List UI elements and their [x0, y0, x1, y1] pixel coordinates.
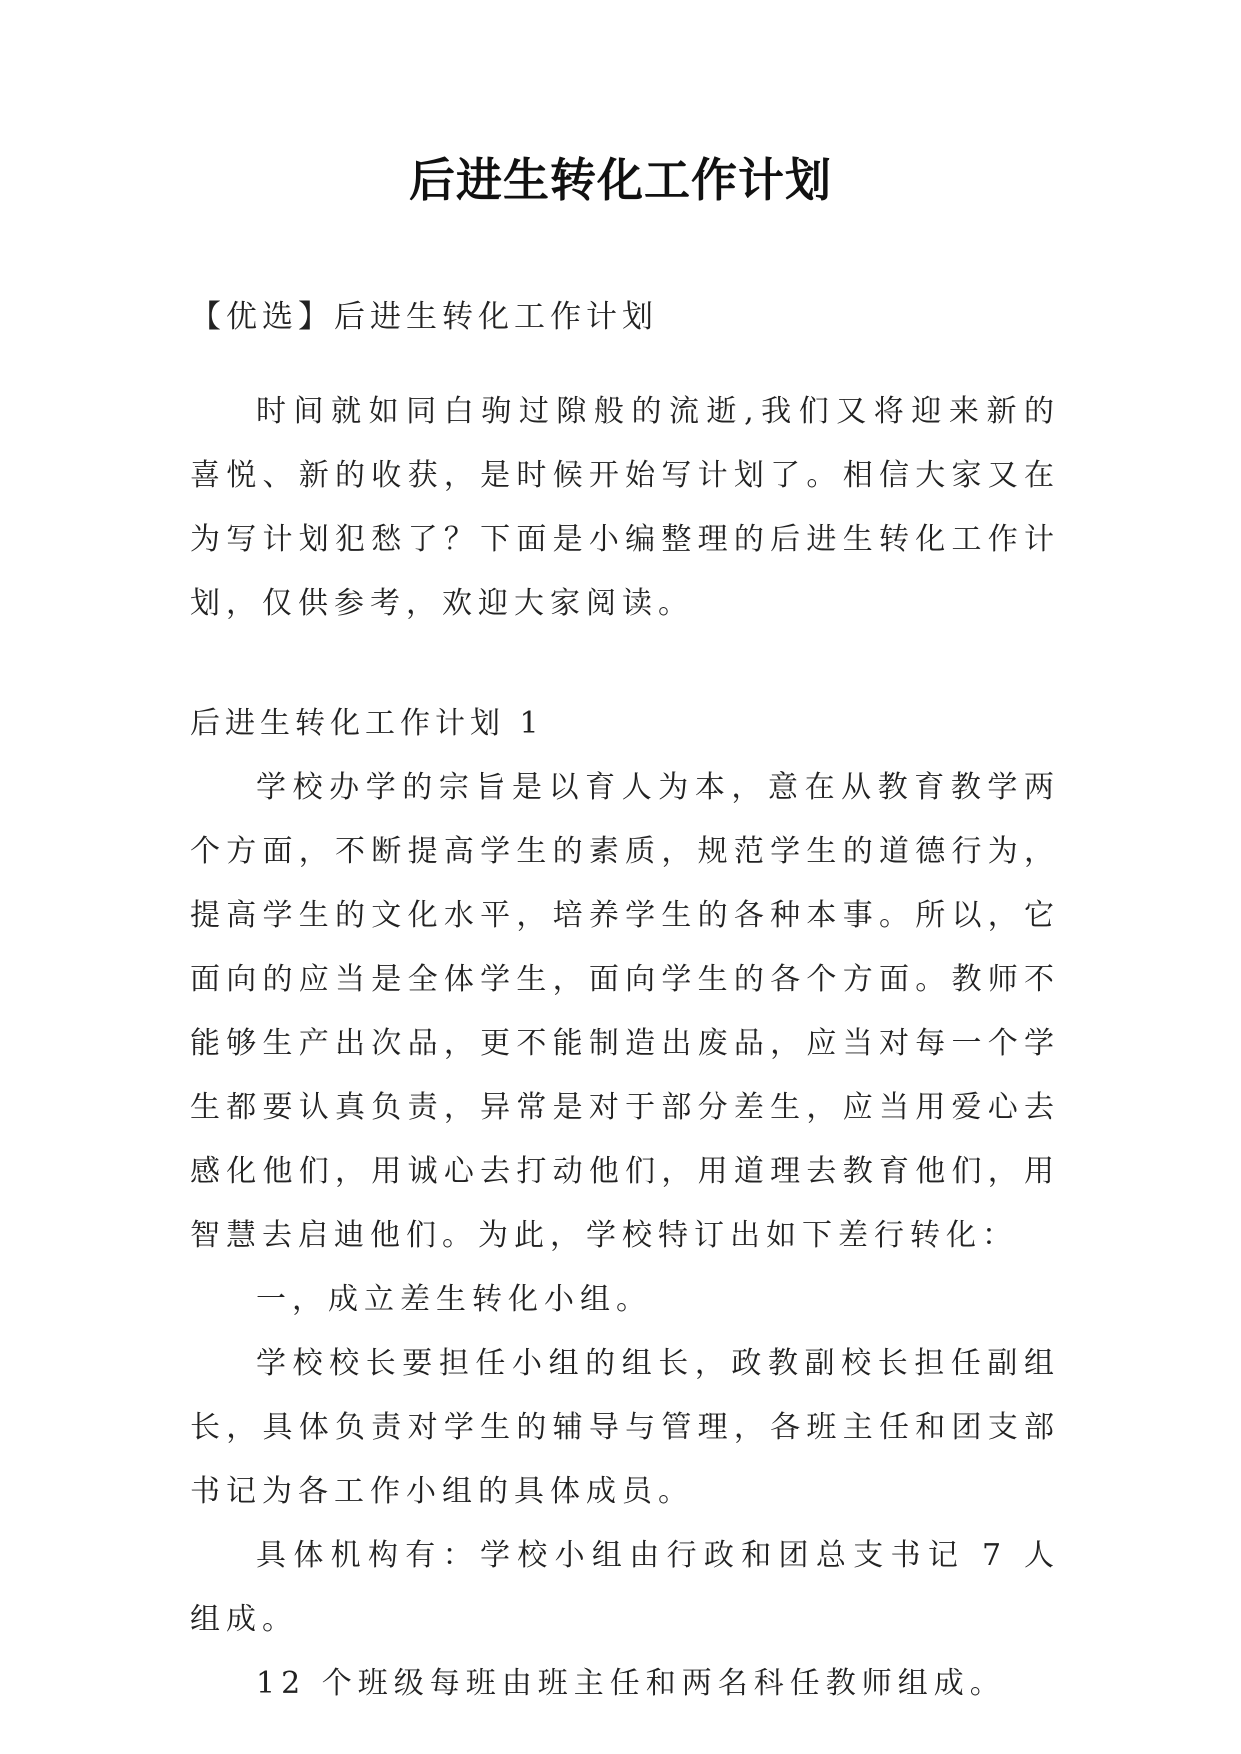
section-body — [190, 756, 1060, 1716]
document-title: 后进生转化工作计划 — [409, 153, 832, 207]
body-paragraph: 学校校长要担任小组的组长，政教副校长担任副组长，具体负责对学生的辅导与管理，各班主任和团支部书记为各工作小组的具体成员。 — [190, 1346, 1060, 1509]
body-paragraph: 12 个班级每班由班主任和两名科任教师组成。 — [256, 1666, 1006, 1701]
document-subtitle: 【优选】后进生转化工作计划 — [190, 299, 658, 335]
body-paragraph: 具体机构有：学校小组由行政和团总支书记 7 人组成。 — [190, 1538, 1060, 1637]
intro-paragraph: 时间就如同白驹过隙般的流逝,我们又将迎来新的喜悦、新的收获，是时候开始写计划了。相信大家又在为写计划犯愁了？下面是小编整理的后进生转化工作计划，仅供参考，欢迎大家阅读。 — [190, 394, 1060, 621]
body-paragraph: 一，成立差生转化小组。 — [256, 1282, 652, 1317]
intro-section — [190, 380, 1060, 636]
body-paragraph: 学校办学的宗旨是以育人为本，意在从教育教学两个方面，不断提高学生的素质，规范学生的道德行为，提高学生的文化水平，培养学生的各种本事。所以，它面向的应当是全体学生，面向学生的各个方面。教师不能够生产出次品，更不能制造出废品，应当对每一个学生都要认真负责，异常是对于部分差生，应当用爱心去感化他们，用诚心去打动他们，用道理去教育他们，用智慧去启迪他们。为此，学校特订出如下差行转化： — [190, 770, 1060, 1253]
section-heading: 后进生转化工作计划 1 — [190, 706, 544, 741]
